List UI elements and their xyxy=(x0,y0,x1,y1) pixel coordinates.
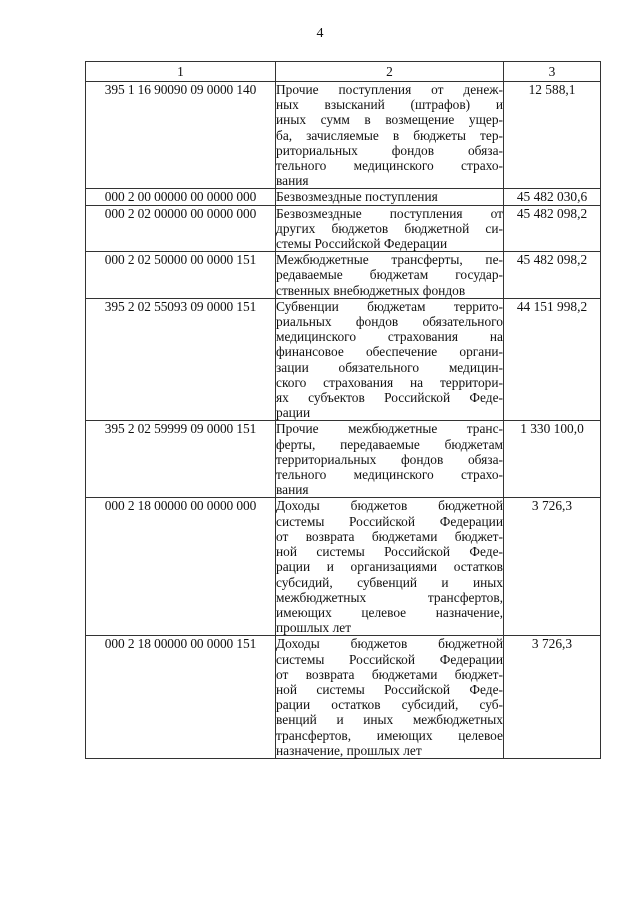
table-row xyxy=(86,252,601,299)
revenue-name-line: Субвенции бюджетам террито- xyxy=(276,298,503,314)
revenue-name-line: прошлых лет xyxy=(276,620,352,636)
revenue-name-line: тельного медицинского страхо- xyxy=(276,158,503,174)
table-body xyxy=(86,82,601,759)
revenue-name-line: Безвозмездные поступления xyxy=(276,189,438,205)
revenue-name-line: Межбюджетные трансферты, пе- xyxy=(276,252,503,268)
revenue-name-line: от возврата бюджетами бюджет- xyxy=(276,666,503,682)
revenue-name-line: риториальных фондов обяза- xyxy=(276,142,503,158)
revenue-name-line: субсидий, субвенций и иных xyxy=(276,574,503,590)
revenue-name-line: других бюджетов бюджетной си- xyxy=(276,220,503,236)
amount-cell: 3 726,3 xyxy=(504,498,601,636)
revenue-name-line: системы Российской Федерации xyxy=(276,651,503,667)
revenue-name-line: редаваемые бюджетам государ- xyxy=(276,267,503,283)
revenue-name-cell xyxy=(276,498,504,636)
revenue-name-line: вания xyxy=(276,482,309,498)
budget-code-cell: 000 2 02 50000 00 0000 151 xyxy=(86,252,276,299)
amount-cell: 45 482 030,6 xyxy=(504,189,601,205)
table-row xyxy=(86,298,601,421)
column-header-code: 1 xyxy=(86,62,276,82)
revenue-name-cell xyxy=(276,298,504,421)
revenue-name-line: ях субъектов Российской Феде- xyxy=(276,390,503,406)
revenue-name-cell xyxy=(276,205,504,252)
revenue-name-line: рации остатков субсидий, суб- xyxy=(276,697,503,713)
revenue-name-line: иных сумм в возмещение ущер- xyxy=(276,112,503,128)
revenue-name-line: трансфертов, имеющих целевое xyxy=(276,727,503,743)
revenue-name-line: от возврата бюджетами бюджет- xyxy=(276,528,503,544)
revenue-name-cell xyxy=(276,82,504,189)
budget-code-cell: 000 2 02 00000 00 0000 000 xyxy=(86,205,276,252)
revenue-name-line: медицинского страхования на xyxy=(276,329,503,345)
revenue-name-line: рации xyxy=(276,405,311,421)
revenue-name-line: ба, зачисляемые в бюджеты тер- xyxy=(276,127,503,143)
revenue-name-line: системы Российской Федерации xyxy=(276,513,503,529)
budget-code-cell: 395 2 02 59999 09 0000 151 xyxy=(86,421,276,498)
revenue-name-cell xyxy=(276,189,504,205)
table-row xyxy=(86,636,601,759)
revenue-name-line: имеющих целевое назначение, xyxy=(276,604,503,620)
revenue-name-line: финансовое обеспечение органи- xyxy=(276,344,503,360)
revenue-name-line: зации обязательного медицин- xyxy=(276,359,503,375)
budget-revenue-table xyxy=(85,61,601,759)
budget-code-cell: 395 2 02 55093 09 0000 151 xyxy=(86,298,276,421)
revenue-name-line: ственных внебюджетных фондов xyxy=(276,282,466,298)
table-row xyxy=(86,82,601,189)
revenue-name-line: Доходы бюджетов бюджетной xyxy=(276,636,503,652)
table-row xyxy=(86,498,601,636)
column-header-name: 2 xyxy=(276,62,504,82)
budget-code-cell: 000 2 18 00000 00 0000 000 xyxy=(86,498,276,636)
revenue-name-line: ского страхования на территори- xyxy=(276,374,503,390)
amount-cell: 1 330 100,0 xyxy=(504,421,601,498)
revenue-name-line: ферты, передаваемые бюджетам xyxy=(276,436,503,452)
table-row xyxy=(86,205,601,252)
revenue-name-line: ной системы Российской Феде- xyxy=(276,544,503,560)
budget-code-cell: 000 2 18 00000 00 0000 151 xyxy=(86,636,276,759)
table-header-row xyxy=(86,62,601,82)
revenue-name-line: ных взысканий (штрафов) и xyxy=(276,97,503,113)
revenue-name-line: тельного медицинского страхо- xyxy=(276,467,503,483)
table-row xyxy=(86,189,601,205)
revenue-name-line: стемы Российской Федерации xyxy=(276,236,448,252)
revenue-name-cell xyxy=(276,636,504,759)
revenue-name-line: Прочие межбюджетные транс- xyxy=(276,421,503,437)
revenue-name-line: назначение, прошлых лет xyxy=(276,742,422,758)
revenue-name-line: вания xyxy=(276,173,309,189)
revenue-name-line: Прочие поступления от денеж- xyxy=(276,82,503,97)
revenue-name-cell xyxy=(276,421,504,498)
page-number: 4 xyxy=(316,26,324,41)
amount-cell: 12 588,1 xyxy=(504,82,601,189)
revenue-name-line: Безвозмездные поступления от xyxy=(276,205,503,221)
revenue-name-line: ной системы Российской Феде- xyxy=(276,681,503,697)
revenue-name-line: риальных фондов обязательного xyxy=(276,314,503,330)
revenue-name-line: Доходы бюджетов бюджетной xyxy=(276,498,503,514)
revenue-name-line: межбюджетных трансфертов, xyxy=(276,589,503,605)
table-row xyxy=(86,421,601,498)
budget-code-cell: 395 1 16 90090 09 0000 140 xyxy=(86,82,276,189)
budget-code-cell: 000 2 00 00000 00 0000 000 xyxy=(86,189,276,205)
revenue-name-line: венций и иных межбюджетных xyxy=(276,712,503,728)
amount-cell: 3 726,3 xyxy=(504,636,601,759)
revenue-name-cell xyxy=(276,252,504,299)
amount-cell: 44 151 998,2 xyxy=(504,298,601,421)
amount-cell: 45 482 098,2 xyxy=(504,205,601,252)
amount-cell: 45 482 098,2 xyxy=(504,252,601,299)
revenue-name-line: рации и организациями остатков xyxy=(276,559,503,575)
revenue-name-line: территориальных фондов обяза- xyxy=(276,451,503,467)
column-header-amount: 3 xyxy=(504,62,601,82)
